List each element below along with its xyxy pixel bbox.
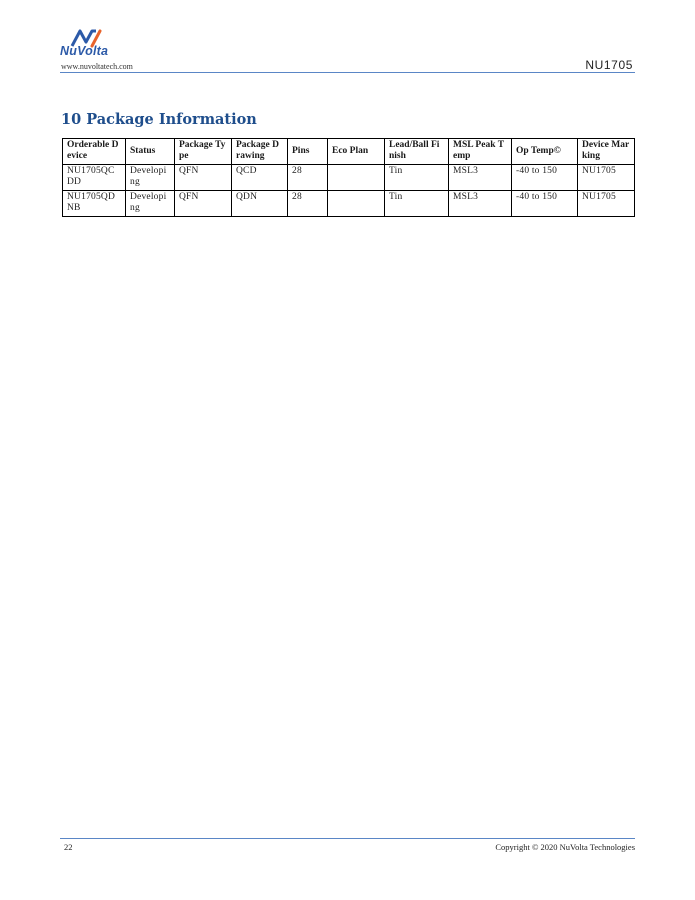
page-number: 22: [64, 842, 73, 852]
column-header-msl-peak-temp: MSL Peak Temp: [449, 139, 512, 165]
table-cell: NU1705: [578, 191, 635, 217]
table-cell: Tin: [385, 191, 449, 217]
table-cell: NU1705QDNB: [63, 191, 126, 217]
website-url: www.nuvoltatech.com: [61, 62, 133, 71]
table-cell: 28: [288, 191, 328, 217]
table-cell: Developing: [126, 165, 175, 191]
logo-text: NuVolta: [60, 44, 109, 58]
company-logo: [58, 28, 168, 64]
table-cell: QCD: [232, 165, 288, 191]
column-header-status: Status: [126, 139, 175, 165]
section-heading: 10 Package Information: [61, 111, 257, 128]
package-information-table: [62, 138, 635, 217]
table-cell: NU1705QCDD: [63, 165, 126, 191]
header-divider: [60, 72, 635, 73]
table-cell: [328, 191, 385, 217]
document-title: NU1705: [585, 58, 633, 72]
column-header-op-temp: Op Temp©: [512, 139, 578, 165]
table-row: [63, 165, 635, 191]
table-cell: QDN: [232, 191, 288, 217]
table-cell: -40 to 150: [512, 191, 578, 217]
copyright-notice: Copyright © 2020 NuVolta Technologies: [495, 842, 635, 852]
table-cell: [328, 165, 385, 191]
table-cell: MSL3: [449, 191, 512, 217]
table-row: [63, 191, 635, 217]
footer-divider: [60, 838, 635, 839]
table-cell: 28: [288, 165, 328, 191]
table-cell: -40 to 150: [512, 165, 578, 191]
table-cell: QFN: [175, 191, 232, 217]
column-header-orderable-device: Orderable Device: [63, 139, 126, 165]
column-header-lead-ball-finish: Lead/Ball Finish: [385, 139, 449, 165]
table-cell: Developing: [126, 191, 175, 217]
table-cell: QFN: [175, 165, 232, 191]
table-cell: Tin: [385, 165, 449, 191]
column-header-package-type: Package Type: [175, 139, 232, 165]
table-cell: MSL3: [449, 165, 512, 191]
table-cell: NU1705: [578, 165, 635, 191]
column-header-package-drawing: Package Drawing: [232, 139, 288, 165]
column-header-eco-plan: Eco Plan: [328, 139, 385, 165]
column-header-device-marking: Device Marking: [578, 139, 635, 165]
column-header-pins: Pins: [288, 139, 328, 165]
table-header-row: [63, 139, 635, 165]
